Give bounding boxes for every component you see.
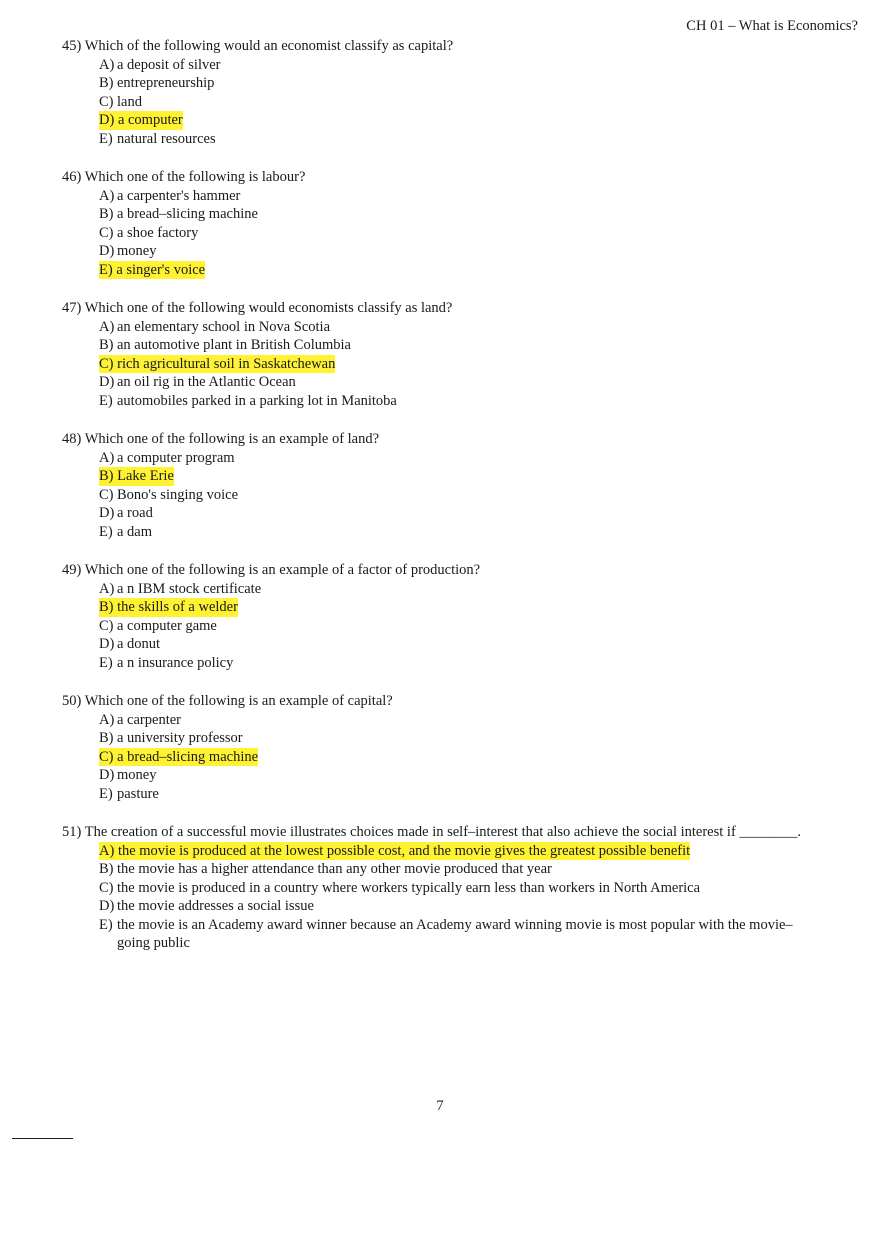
option-letter: B) xyxy=(99,861,114,877)
question-50 xyxy=(62,692,862,803)
answer-option-a-correct xyxy=(99,842,862,861)
answer-option-d xyxy=(99,766,862,785)
answer-option-b-correct xyxy=(99,598,862,617)
option-letter: C) xyxy=(99,93,114,110)
answer-option-d xyxy=(99,635,862,654)
answer-highlight xyxy=(99,842,690,861)
option-text: the movie has a higher attendance than any other movie produced that year xyxy=(117,861,552,877)
option-text: a carpenter's hammer xyxy=(117,187,241,204)
option-letter: E) xyxy=(99,916,113,933)
answer-options xyxy=(62,842,862,953)
option-text: Bono's singing voice xyxy=(117,486,239,503)
option-letter: A) xyxy=(99,187,115,204)
option-letter: E) xyxy=(99,261,113,278)
option-text: an oil rig in the Atlantic Ocean xyxy=(117,374,296,390)
question-stem xyxy=(62,692,862,711)
question-number: 45) xyxy=(62,38,82,54)
answer-options xyxy=(62,580,862,673)
answer-option-e-correct xyxy=(99,261,862,280)
option-text: a bread–slicing machine xyxy=(117,748,259,765)
option-letter: D) xyxy=(99,112,115,128)
option-text: a carpenter xyxy=(117,711,181,728)
option-text: automobiles parked in a parking lot in Manitoba xyxy=(117,392,397,409)
option-letter: C) xyxy=(99,748,114,765)
question-number: 49) xyxy=(62,562,82,578)
option-letter: B) xyxy=(99,468,114,484)
question-stem xyxy=(62,561,862,580)
option-text: a singer's voice xyxy=(116,261,206,278)
option-letter: D) xyxy=(99,243,115,259)
option-text: rich agricultural soil in Saskatchewan xyxy=(117,355,336,372)
answer-option-b xyxy=(99,336,862,355)
question-number: 47) xyxy=(62,300,82,316)
question-51 xyxy=(62,823,862,953)
chapter-header: CH 01 – What is Economics? xyxy=(686,18,858,34)
option-text: natural resources xyxy=(117,130,216,147)
option-text: a computer game xyxy=(117,617,217,634)
question-49 xyxy=(62,561,862,672)
option-text: a deposit of silver xyxy=(117,56,221,73)
option-letter: B) xyxy=(99,337,114,353)
answer-option-a xyxy=(99,187,862,206)
option-text: a university professor xyxy=(117,730,243,746)
option-text: a road xyxy=(117,505,153,521)
option-letter: E) xyxy=(99,654,113,671)
option-letter: A) xyxy=(99,711,115,728)
answer-option-a xyxy=(99,318,862,337)
question-stem xyxy=(62,299,862,318)
question-stem xyxy=(62,823,862,842)
option-letter: E) xyxy=(99,785,113,802)
option-letter: B) xyxy=(99,206,114,222)
option-letter: A) xyxy=(99,842,115,859)
answer-option-d xyxy=(99,242,862,261)
answer-option-e xyxy=(99,785,862,804)
answer-option-e xyxy=(99,916,862,953)
answer-option-b xyxy=(99,729,862,748)
answer-option-b xyxy=(99,74,862,93)
option-text: a donut xyxy=(117,636,161,652)
answer-option-c-correct xyxy=(99,355,862,374)
answer-option-a xyxy=(99,449,862,468)
option-text: a shoe factory xyxy=(117,224,199,241)
answer-options xyxy=(62,318,862,411)
option-text: the movie is produced in a country where workers typically earn less than workers in North America xyxy=(117,879,701,896)
option-letter: D) xyxy=(99,505,115,521)
option-text: a dam xyxy=(117,523,153,540)
option-text: the movie is produced at the lowest possible cost, and the movie gives the greatest possible benefit xyxy=(117,842,691,859)
option-text: a bread–slicing machine xyxy=(117,206,258,222)
option-text: an automotive plant in British Columbia xyxy=(117,337,351,353)
question-stem xyxy=(62,37,862,56)
option-letter: C) xyxy=(99,879,114,896)
option-letter: A) xyxy=(99,318,115,335)
question-number: 50) xyxy=(62,693,82,709)
answer-option-a xyxy=(99,580,862,599)
question-text: Which one of the following is labour? xyxy=(84,169,306,185)
question-number: 46) xyxy=(62,169,82,185)
footnote-separator xyxy=(12,1138,73,1139)
option-letter: D) xyxy=(99,898,115,914)
option-letter: A) xyxy=(99,449,115,466)
question-stem xyxy=(62,168,862,187)
answer-option-d-correct xyxy=(99,111,862,130)
option-text: a computer program xyxy=(117,449,235,466)
question-text: Which one of the following would economists classify as land? xyxy=(84,300,453,316)
question-47 xyxy=(62,299,862,410)
answer-option-e xyxy=(99,130,862,149)
answer-options xyxy=(62,711,862,804)
answer-options xyxy=(62,56,862,149)
answer-option-d xyxy=(99,373,862,392)
option-text: a n IBM stock certificate xyxy=(117,580,262,597)
option-text: money xyxy=(117,767,157,783)
option-letter: E) xyxy=(99,523,113,540)
question-48 xyxy=(62,430,862,541)
question-text: Which one of the following is an example of land? xyxy=(84,431,380,447)
option-letter: C) xyxy=(99,617,114,634)
question-text: Which one of the following is an example of a factor of production? xyxy=(84,562,481,578)
answer-option-a xyxy=(99,711,862,730)
option-letter: D) xyxy=(99,374,115,390)
question-number: 48) xyxy=(62,431,82,447)
question-list xyxy=(62,37,862,973)
answer-highlight xyxy=(99,261,205,280)
answer-option-d xyxy=(99,504,862,523)
question-text: Which one of the following is an example of capital? xyxy=(84,693,393,709)
option-text: a n insurance policy xyxy=(117,654,234,671)
option-letter: C) xyxy=(99,224,114,241)
answer-highlight xyxy=(99,355,335,374)
question-45 xyxy=(62,37,862,148)
option-text: the movie is an Academy award winner because an Academy award winning movie is most popular with the movie–going public xyxy=(117,916,793,951)
answer-options xyxy=(62,187,862,280)
answer-option-e xyxy=(99,392,862,411)
answer-highlight xyxy=(99,748,258,767)
answer-option-b xyxy=(99,205,862,224)
answer-highlight xyxy=(99,111,183,130)
question-text: The creation of a successful movie illustrates choices made in self–interest that also achieve the social interest if ________. xyxy=(84,824,802,840)
answer-option-c xyxy=(99,93,862,112)
answer-option-c xyxy=(99,879,862,898)
option-letter: D) xyxy=(99,636,115,652)
question-text: Which of the following would an economist classify as capital? xyxy=(84,38,454,54)
answer-option-b xyxy=(99,860,862,879)
option-text: a computer xyxy=(117,112,183,128)
question-number: 51) xyxy=(62,824,82,840)
option-letter: A) xyxy=(99,56,115,73)
option-letter: E) xyxy=(99,392,113,409)
answer-option-c xyxy=(99,224,862,243)
answer-option-e xyxy=(99,523,862,542)
option-letter: A) xyxy=(99,580,115,597)
option-text: Lake Erie xyxy=(117,468,174,484)
option-text: entrepreneurship xyxy=(117,75,215,91)
answer-highlight xyxy=(99,598,238,617)
option-text: an elementary school in Nova Scotia xyxy=(117,318,331,335)
option-text: pasture xyxy=(117,785,159,802)
option-letter: B) xyxy=(99,730,114,746)
answer-option-d xyxy=(99,897,862,916)
option-letter: B) xyxy=(99,599,114,615)
question-stem xyxy=(62,430,862,449)
question-46 xyxy=(62,168,862,279)
answer-option-e xyxy=(99,654,862,673)
option-text: the skills of a welder xyxy=(117,599,238,615)
option-letter: C) xyxy=(99,355,114,372)
option-letter: B) xyxy=(99,75,114,91)
option-letter: D) xyxy=(99,767,115,783)
answer-option-c xyxy=(99,486,862,505)
option-text: money xyxy=(117,243,157,259)
answer-option-b-correct xyxy=(99,467,862,486)
option-text: the movie addresses a social issue xyxy=(117,898,314,914)
answer-options xyxy=(62,449,862,542)
answer-option-c xyxy=(99,617,862,636)
page-number: 7 xyxy=(436,1098,444,1114)
option-letter: C) xyxy=(99,486,114,503)
answer-option-c-correct xyxy=(99,748,862,767)
option-letter: E) xyxy=(99,130,113,147)
answer-option-a xyxy=(99,56,862,75)
option-text: land xyxy=(117,93,142,110)
answer-highlight xyxy=(99,467,174,486)
